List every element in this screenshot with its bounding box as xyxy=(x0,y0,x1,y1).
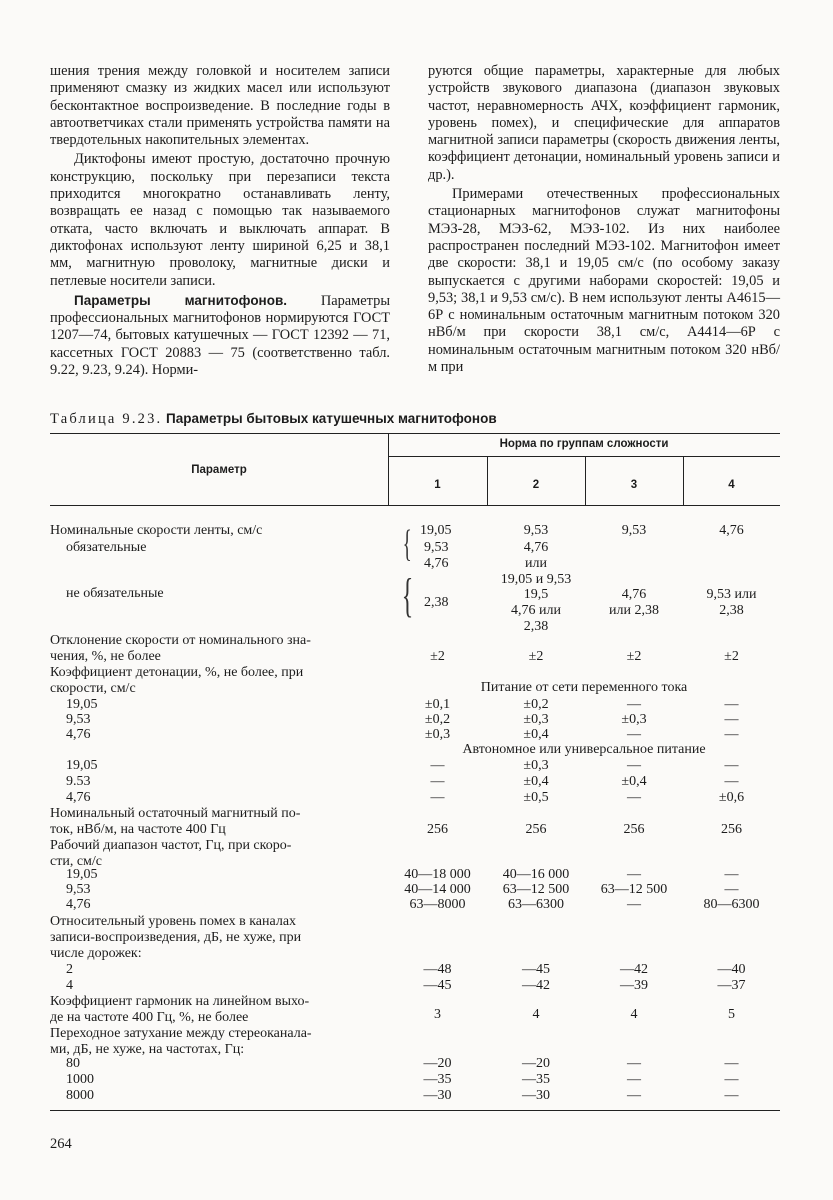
cell: — xyxy=(430,758,445,773)
cell: ±0,3 xyxy=(523,712,549,727)
cell: — xyxy=(724,1072,739,1087)
paragraph xyxy=(50,292,390,379)
row-sublabel: 4,76 xyxy=(66,897,91,912)
row-sublabel: 8000 xyxy=(66,1088,94,1103)
cell: 4,76 xyxy=(424,556,449,571)
table-caption-title: Параметры бытовых катушечных магнитофонов xyxy=(166,411,497,426)
cell: ±2 xyxy=(430,649,445,664)
table-caption-label: Таблица 9.23. xyxy=(50,411,163,427)
cell: — xyxy=(627,867,641,882)
cell: ±0,4 xyxy=(523,774,549,789)
cell: —42 xyxy=(620,962,648,977)
cell: — xyxy=(724,867,739,882)
row-sublabel: 1000 xyxy=(66,1072,94,1087)
cell: 4 xyxy=(630,1007,638,1022)
page-number: 264 xyxy=(50,1136,72,1152)
cell: ±2 xyxy=(724,649,739,664)
cell: 4,76 xyxy=(719,523,744,538)
cell: — xyxy=(627,1056,641,1071)
row-sublabel: 9,53 xyxy=(66,882,91,897)
cell: 2,38 xyxy=(719,603,744,618)
cell: — xyxy=(430,790,445,805)
row-label: Отклонение скорости от номинального зна- xyxy=(50,633,311,648)
cell: —35 xyxy=(522,1072,550,1087)
cell: —30 xyxy=(423,1088,452,1103)
cell: —45 xyxy=(522,962,550,977)
cell: ±0,1 xyxy=(424,697,451,712)
cell: —35 xyxy=(423,1072,452,1087)
row-label: не обязательные xyxy=(66,586,164,601)
table-caption xyxy=(50,411,497,428)
row-label: числе дорожек: xyxy=(50,946,142,961)
cell: — xyxy=(627,897,641,912)
cell: 40—16 000 xyxy=(502,867,570,882)
header-col-4: 4 xyxy=(728,479,735,491)
mains-subheading: Питание от сети переменного тока xyxy=(480,680,688,695)
cell: ±0,3 xyxy=(523,758,549,773)
params-heading: Параметры магнитофонов. xyxy=(74,292,288,308)
cell: —30 xyxy=(522,1088,550,1103)
right-text-column xyxy=(428,63,780,376)
row-label: записи-воспроизведения, дБ, не хуже, при xyxy=(50,930,302,945)
left-text-column xyxy=(50,63,390,379)
cell: ±2 xyxy=(626,649,642,664)
cell: 9,53 xyxy=(523,523,549,538)
cell: ±0,5 xyxy=(523,790,549,805)
cell: —20 xyxy=(423,1056,452,1071)
cell: ±2 xyxy=(528,649,544,664)
row-sublabel: 80 xyxy=(66,1056,80,1071)
row-sublabel: 9.53 xyxy=(66,774,91,789)
header-param: Параметр xyxy=(191,464,247,476)
cell: —48 xyxy=(423,962,452,977)
row-label: обязательные xyxy=(66,540,147,555)
paragraph: Примерами отечественных профессиональных стационарных магнитофонов служат магнитофоны МЭЗ-28, МЭЗ-62, МЭЗ-102. Из них наиболее распространен последний МЭЗ-102. Магнитофон имеет две скорости: 38,1 и 19,05 см/с (по особому заказу выпускается с другими наборами скоростей: 19,05 и 9,53; 38,1 и 9,53 см/с). В нем используют ленты А4615—6Р с номинальным остаточным магнитным потоком 320 нВб/м при скорости 38,1 см/с, А4414—6Р с номинальным остаточным магнитным потоком 320 нВб/м при xyxy=(428,186,780,376)
header-col-2: 2 xyxy=(532,479,540,491)
cell: — xyxy=(627,697,641,712)
cell: или 2,38 xyxy=(609,603,659,618)
cell: —20 xyxy=(522,1056,550,1071)
cell: 63—6300 xyxy=(508,897,564,912)
cell: 4,76 xyxy=(523,540,549,555)
row-sublabel: 9,53 xyxy=(66,712,91,727)
cell: 4,76 или xyxy=(511,603,561,618)
row-sublabel: 4,76 xyxy=(66,790,91,805)
cell: 256 xyxy=(525,822,547,837)
cell: —42 xyxy=(522,978,550,993)
cell: — xyxy=(627,1072,641,1087)
cell: 63—12 500 xyxy=(600,882,668,897)
params-text: Параметры профессиональных магнитофонов нормируются ГОСТ 1207—74, бытовых катушечных — ГОСТ 12392 — 71, кассетных ГОСТ 20883 — 75 (соответственно табл. 9.22, 9.23, 9.24). Норми- xyxy=(50,292,390,379)
cell: 63—8000 xyxy=(409,897,466,912)
row-label: скорости, см/с xyxy=(50,681,136,696)
cell: 256 xyxy=(721,822,742,837)
row-label: Номинальный остаточный магнитный по- xyxy=(50,806,301,821)
cell: 2,38 xyxy=(424,595,449,610)
row-label: сти, см/с xyxy=(50,854,103,869)
cell: — xyxy=(724,774,739,789)
cell: ±0,2 xyxy=(523,697,549,712)
row-label: Относительный уровень помех в каналах xyxy=(50,914,297,929)
row-label: чения, %, не более xyxy=(50,649,161,664)
autonomous-subheading: Автономное или универсальное питание xyxy=(462,742,706,757)
row-sublabel: 19,05 xyxy=(66,697,98,712)
cell: —45 xyxy=(423,978,452,993)
cell: ±0,3 xyxy=(621,712,647,727)
row-label: ток, нВб/м, на частоте 400 Гц xyxy=(50,822,226,837)
cell: — xyxy=(724,882,739,897)
cell: 80—6300 xyxy=(703,897,760,912)
paragraph: Диктофоны имеют простую, достаточно прочную конструкцию, поскольку при перезаписи текста приходится многократно останавливать ленту, возвращать ее назад с помощью так называемого отката, часто включать и выключать аппарат. В диктофонах используют ленту шириной 6,25 и 38,1 мм, магнитную проволоку, магнитные диски и петлевые носители записи. xyxy=(50,151,390,289)
cell: — xyxy=(724,758,739,773)
table-bottom-rule xyxy=(50,1110,780,1111)
header-col-1: 1 xyxy=(434,479,441,491)
row-sublabel: 19,05 xyxy=(66,758,98,773)
cell: —40 xyxy=(717,962,746,977)
paragraph: руются общие параметры, характерные для любых устройств звукового диапазона (диапазон звуковых частот, неравномерность АЧХ, коэффициент гармоник, уровень помех), и специфические для аппаратов магнитной записи параметры (скорость движения ленты, коэффициент детонации, номинальный уровень записи и др.). xyxy=(428,63,780,183)
cell: — xyxy=(430,774,445,789)
header-group: Норма по группам сложности xyxy=(499,438,669,450)
row-label: Переходное затухание между стереоканала- xyxy=(50,1026,312,1041)
cell: 63—12 500 xyxy=(502,882,570,897)
cell: 9,53 или xyxy=(706,587,757,602)
cell: ±0,2 xyxy=(424,712,451,727)
cell: ±0,6 xyxy=(718,790,745,805)
row-sublabel: 19,05 xyxy=(66,867,98,882)
cell: — xyxy=(627,727,641,742)
row-sublabel: 4,76 xyxy=(66,727,91,742)
cell: — xyxy=(724,712,739,727)
row-sublabel: 4 xyxy=(66,978,73,993)
row-sublabel: 2 xyxy=(66,962,73,977)
row-label: Коэффициент детонации, %, не более, при xyxy=(50,665,304,680)
cell: — xyxy=(724,1088,739,1103)
cell: ±0,4 xyxy=(523,727,549,742)
cell: 19,05 и 9,53 xyxy=(500,572,572,587)
cell: — xyxy=(724,727,739,742)
cell: ±0,3 xyxy=(424,727,451,742)
cell: 40—14 000 xyxy=(404,882,471,897)
cell: — xyxy=(724,697,739,712)
cell: 5 xyxy=(728,1007,735,1022)
paragraph: шения трения между головкой и носителем записи применяют смазку из жидких масел или используют бесконтактное воспроизведение. В последние годы в автоответчиках стали применять устройства памяти на твердотельных накопительных элементах. xyxy=(50,63,390,149)
row-label: Рабочий диапазон частот, Гц, при скоро- xyxy=(50,838,292,853)
header-col-3: 3 xyxy=(630,479,638,491)
table-top-rule xyxy=(50,433,780,434)
cell: — xyxy=(724,1056,739,1071)
table-header-rule xyxy=(50,505,780,506)
cell: 9,53 xyxy=(621,523,647,538)
cell: 40—18 000 xyxy=(404,867,471,882)
cell: 2,38 xyxy=(523,619,549,634)
brace-mark: { xyxy=(401,569,414,622)
table-group-rule xyxy=(388,456,780,457)
row-label: Коэффициент гармоник на линейном выхо- xyxy=(50,994,310,1009)
cell: 256 xyxy=(427,822,448,837)
row-label: ми, дБ, не хуже, на частотах, Гц: xyxy=(50,1042,245,1057)
cell: 9,53 xyxy=(424,540,449,555)
cell: — xyxy=(627,758,641,773)
cell: —37 xyxy=(717,978,746,993)
cell: 256 xyxy=(623,822,645,837)
cell: 19,5 xyxy=(523,587,549,602)
cell: 3 xyxy=(434,1007,441,1022)
brace-mark: { xyxy=(402,523,412,565)
cell: — xyxy=(627,1088,641,1103)
cell: 4,76 xyxy=(621,587,647,602)
cell: 19,05 xyxy=(420,523,452,538)
row-label: Номинальные скорости ленты, см/с xyxy=(50,523,263,538)
cell: или xyxy=(525,556,547,571)
cell: — xyxy=(627,790,641,805)
cell: 4 xyxy=(532,1007,540,1022)
row-label: де на частоте 400 Гц, %, не более xyxy=(50,1010,249,1025)
cell: —39 xyxy=(620,978,648,993)
cell: ±0,4 xyxy=(621,774,647,789)
